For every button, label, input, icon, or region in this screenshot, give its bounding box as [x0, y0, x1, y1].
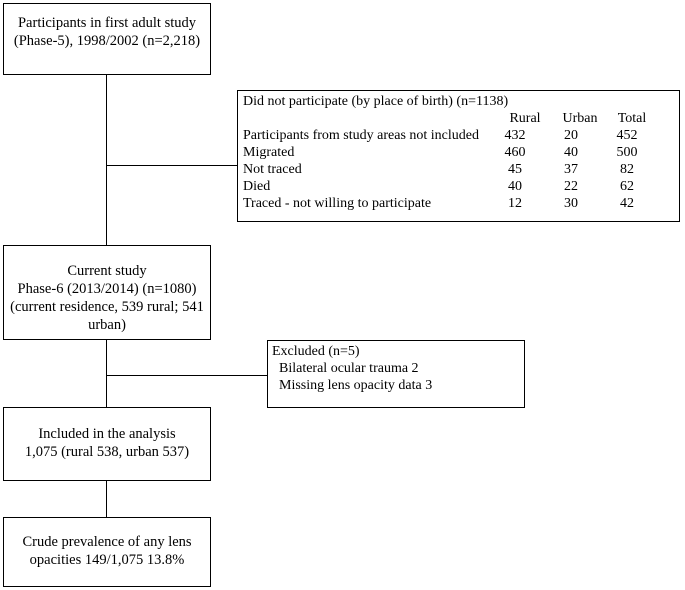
row-rural: 12 [508, 196, 522, 211]
excluded-item: Bilateral ocular trauma 2 [279, 361, 419, 376]
row-label: Traced - not willing to participate [243, 196, 432, 211]
header-urban: Urban [562, 111, 598, 126]
first-study-box [3, 3, 211, 75]
included-line-2: 1,075 (rural 538, urban 537) [24, 444, 190, 460]
connector-branch-excluded [106, 375, 268, 376]
row-rural: 432 [504, 128, 526, 143]
row-urban: 37 [564, 162, 578, 177]
row-rural: 460 [504, 145, 526, 160]
connector-main-1 [106, 74, 107, 246]
row-total: 500 [616, 145, 638, 160]
prevalence-box [3, 517, 211, 587]
prevalence-line-1: Crude prevalence of any lens [22, 534, 192, 550]
row-urban: 22 [564, 179, 578, 194]
row-urban: 40 [564, 145, 578, 160]
prevalence-line-2: opacities 149/1,075 13.8% [29, 552, 185, 568]
nonparticipation-box [237, 90, 680, 222]
included-line-1: Included in the analysis [38, 426, 176, 442]
row-total: 452 [616, 128, 638, 143]
header-rural: Rural [509, 111, 541, 126]
row-label: Migrated [243, 145, 295, 160]
row-urban: 30 [564, 196, 578, 211]
row-total: 62 [620, 179, 634, 194]
row-rural: 45 [508, 162, 522, 177]
included-box [3, 407, 211, 481]
first-study-line-2: (Phase-5), 1998/2002 (n=2,218) [13, 33, 201, 49]
connector-main-2 [106, 340, 107, 408]
current-study-line-1: Current study [67, 263, 147, 279]
header-total: Total [617, 111, 647, 126]
row-rural: 40 [508, 179, 522, 194]
connector-main-3 [106, 480, 107, 518]
current-study-line-4: urban) [88, 317, 126, 333]
row-label: Participants from study areas not included [243, 128, 479, 143]
current-study-box [3, 245, 211, 340]
connector-branch-nonparticipation [106, 165, 238, 166]
row-total: 42 [620, 196, 634, 211]
excluded-box [267, 340, 525, 408]
first-study-line-1: Participants in first adult study [17, 15, 196, 31]
current-study-line-2: Phase-6 (2013/2014) (n=1080) [17, 281, 197, 297]
row-urban: 20 [564, 128, 578, 143]
row-label: Not traced [243, 162, 302, 177]
excluded-title: Excluded (n=5) [272, 344, 360, 359]
nonparticipation-title: Did not participate (by place of birth) (n=1138) [243, 94, 509, 109]
row-label: Died [243, 179, 271, 194]
excluded-item: Missing lens opacity data 3 [279, 378, 433, 393]
row-total: 82 [620, 162, 634, 177]
current-study-line-3: (current residence, 539 rural; 541 [10, 299, 204, 315]
